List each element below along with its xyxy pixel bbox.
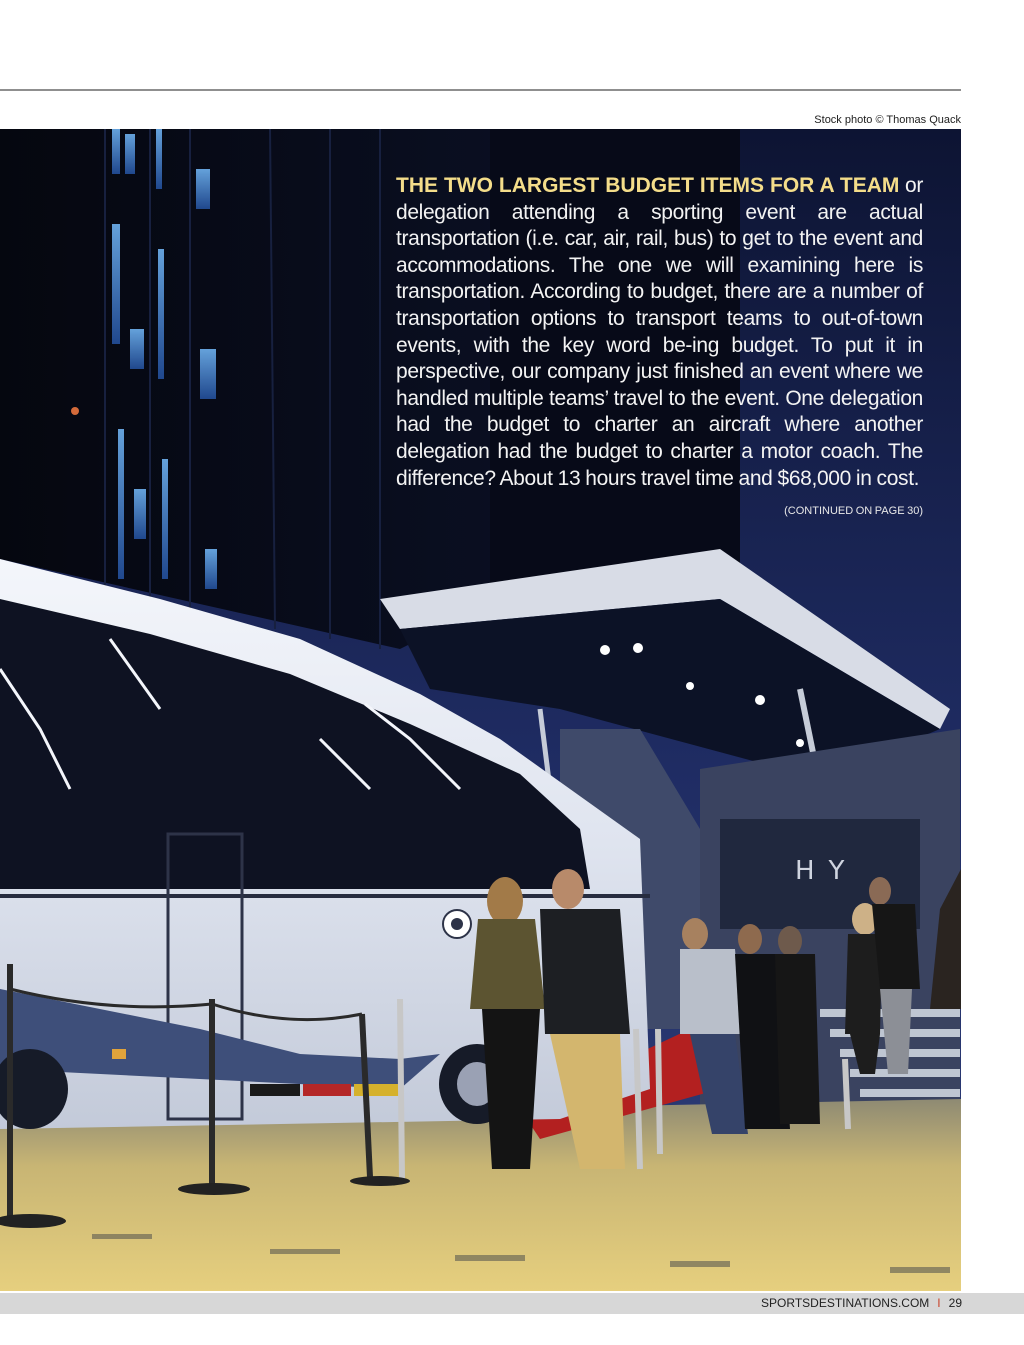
footer xyxy=(761,1296,962,1310)
footer-separator: I xyxy=(937,1296,941,1310)
hero-photo xyxy=(0,129,961,1291)
continued-link[interactable]: (CONTINUED ON PAGE 30) xyxy=(784,505,923,518)
article-lead-in: THE TWO LARGEST BUDGET ITEMS FOR A TEAM xyxy=(396,174,900,197)
hotel-sign: HY xyxy=(795,856,859,886)
photo-credit: Stock photo © Thomas Quack xyxy=(814,114,961,126)
footer-site-link[interactable]: SPORTSDESTINATIONS.COM xyxy=(761,1296,930,1310)
article-body: or delegation attending a sporting event are actual transportation (i.e. car, air, rail, bus) to get to the event and accommodations. The one we will examining here is transportation. According to budget, there are a number of transportation options to transport teams to out-of-town events, with the key word be-ing budget. To put it in perspective, our company just finished an event where we handled multiple teams’ travel to the event. One delegation had the budget to charter an aircraft where another delegation had the budget to charter a motor coach. The difference? About 13 hours travel time and $68,000 in cost. xyxy=(396,174,924,490)
page-number: 29 xyxy=(948,1296,962,1310)
footer-bar xyxy=(0,1293,1024,1314)
article-paragraph xyxy=(396,173,923,525)
header-rule xyxy=(0,89,961,91)
